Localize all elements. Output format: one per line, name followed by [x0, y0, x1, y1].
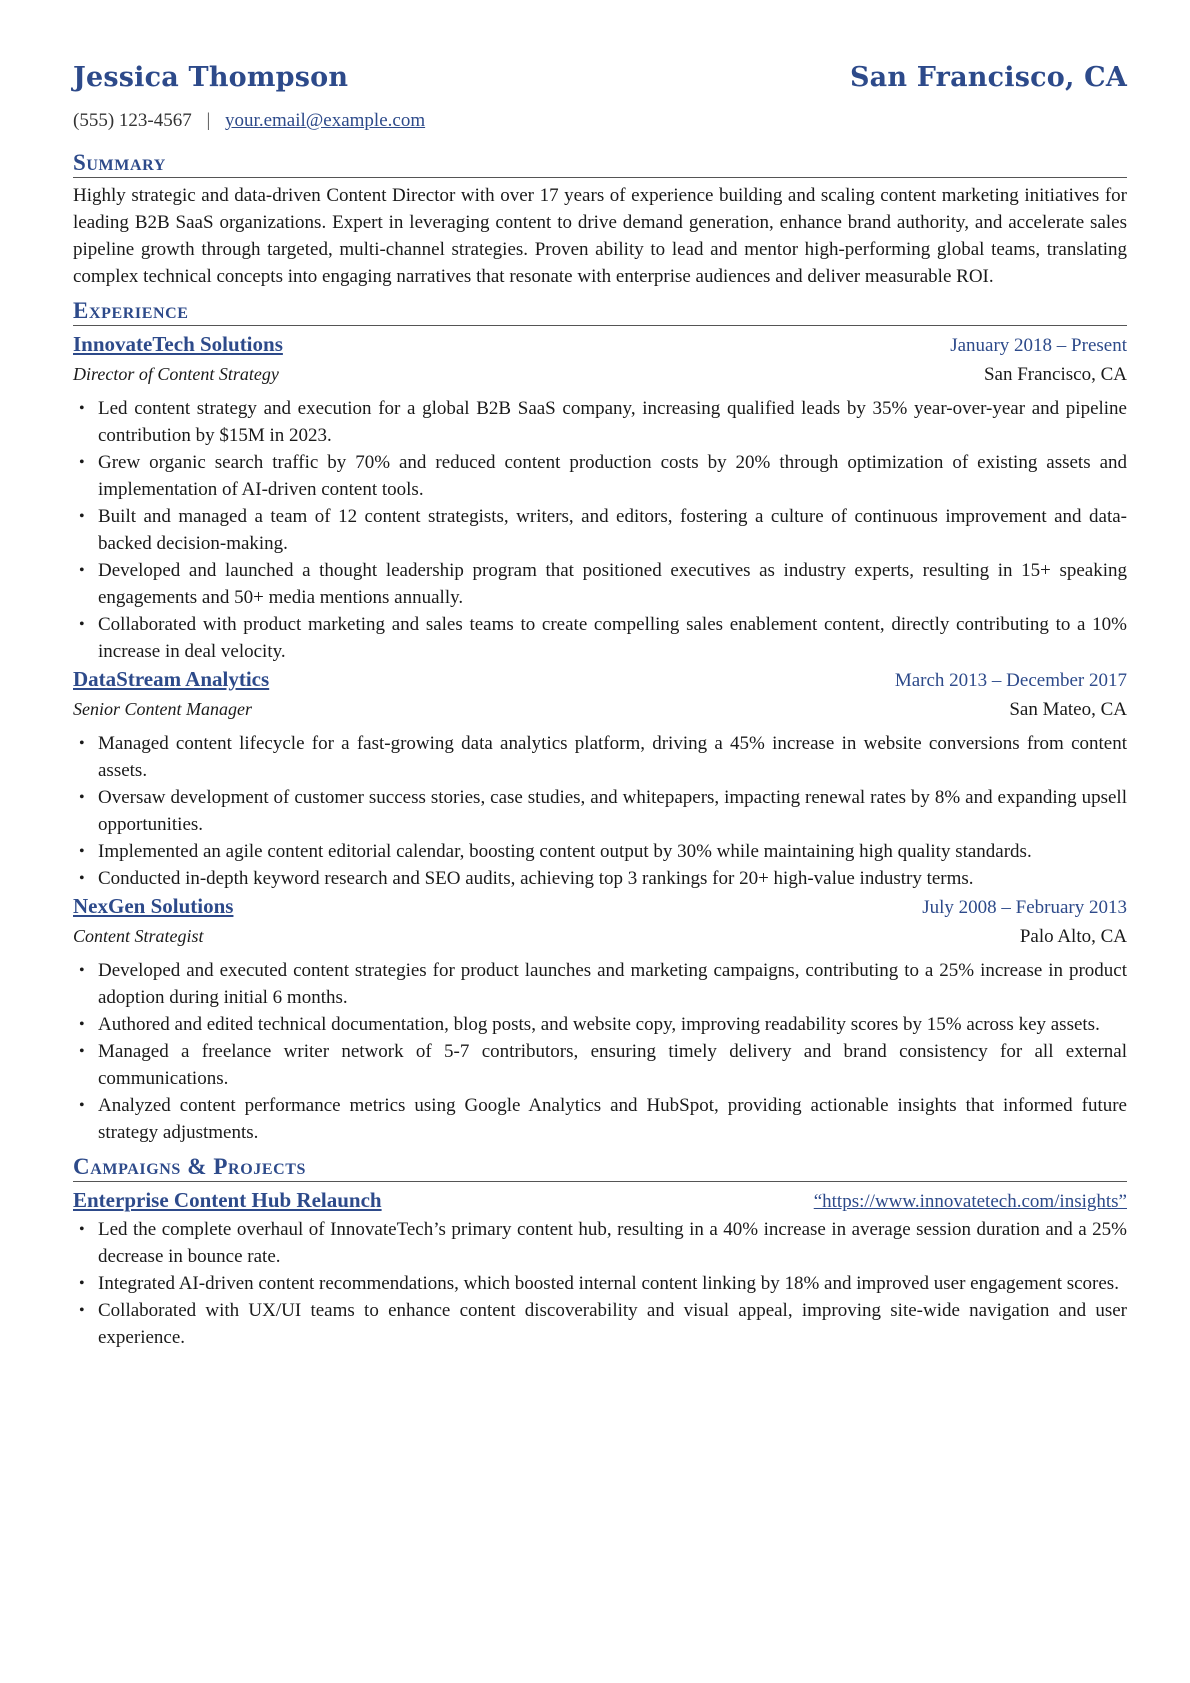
- job-location: Palo Alto, CA: [1019, 926, 1127, 947]
- summary-heading: Summary: [73, 150, 1127, 178]
- bullet-item: • Grew organic search traffic by 70% and reduced content production costs by 20% through optimization of existing assets and implementation of AI-driven content tools.: [73, 449, 1127, 503]
- job-location: San Francisco, CA: [983, 364, 1127, 385]
- bullet-item: • Managed a freelance writer network of 5-7 contributors, ensuring timely delivery and brand consistency for all external communications.: [73, 1038, 1127, 1092]
- contact-line: [73, 110, 1127, 136]
- contact-separator: |: [206, 110, 211, 131]
- job-title: Senior Content Manager: [73, 699, 252, 719]
- job-subheader-row: [73, 922, 1127, 951]
- job-dates: July 2008 – February 2013: [922, 897, 1127, 918]
- candidate-name: Jessica Thompson: [73, 62, 349, 93]
- job-entry: [73, 330, 1127, 665]
- job-bullet-list: [73, 730, 1127, 892]
- bullet-item: • Led the complete overhaul of InnovateTech’s primary content hub, resulting in a 40% increase in average session duration and a 25% decrease in bounce rate.: [73, 1216, 1127, 1270]
- job-entry: [73, 665, 1127, 892]
- job-bullet-list: [73, 957, 1127, 1146]
- job-header-row: [73, 892, 1127, 922]
- bullet-item: • Developed and launched a thought leadership program that positioned executives as industry experts, resulting in 15+ speaking engagements and 50+ media mentions annually.: [73, 557, 1127, 611]
- job-location: San Mateo, CA: [1009, 699, 1127, 720]
- bullet-item: • Oversaw development of customer success stories, case studies, and whitepapers, impacting renewal rates by 8% and expanding upsell opportunities.: [73, 784, 1127, 838]
- project-bullet-list: [73, 1216, 1127, 1351]
- job-bullet-list: [73, 395, 1127, 665]
- summary-text: Highly strategic and data-driven Content Director with over 17 years of experience building and scaling content marketing initiatives for leading B2B SaaS organizations. Expert in leveraging content to drive demand generation, enhance brand authority, and accelerate sales pipeline growth through targeted, multi-channel strategies. Proven ability to lead and mentor high-performing global teams, translating complex technical concepts into engaging narratives that resonate with enterprise audiences and deliver measurable ROI.: [73, 185, 1127, 287]
- header-location: San Francisco, CA: [849, 62, 1127, 93]
- bullet-item: • Implemented an agile content editorial calendar, boosting content output by 30% while maintaining high quality standards.: [73, 838, 1127, 865]
- job-dates: March 2013 – December 2017: [894, 670, 1127, 691]
- project-url-link[interactable]: “https://www.innovatetech.com/insights”: [813, 1191, 1127, 1212]
- job-title: Content Strategist: [73, 926, 204, 946]
- company-name-link[interactable]: DataStream Analytics: [73, 667, 270, 691]
- bullet-item: • Managed content lifecycle for a fast-growing data analytics platform, driving a 45% increase in website conversions from content assets.: [73, 730, 1127, 784]
- job-dates: January 2018 – Present: [950, 335, 1127, 356]
- bullet-item: • Analyzed content performance metrics using Google Analytics and HubSpot, providing actionable insights that informed future strategy adjustments.: [73, 1092, 1127, 1146]
- bullet-item: • Collaborated with product marketing and sales teams to create compelling sales enablement content, directly contributing to a 10% increase in deal velocity.: [73, 611, 1127, 665]
- job-subheader-row: [73, 360, 1127, 389]
- company-name-link[interactable]: NexGen Solutions: [73, 894, 234, 918]
- bullet-item: • Led content strategy and execution for a global B2B SaaS company, increasing qualified leads by 35% year-over-year and pipeline contribution by $15M in 2023.: [73, 395, 1127, 449]
- experience-heading: Experience: [73, 298, 1127, 326]
- project-name-link[interactable]: Enterprise Content Hub Relaunch: [73, 1188, 382, 1212]
- job-entry: [73, 892, 1127, 1146]
- email-link[interactable]: your.email@example.com: [225, 110, 426, 131]
- resume-header: [73, 62, 1127, 102]
- company-name-link[interactable]: InnovateTech Solutions: [73, 332, 283, 356]
- bullet-item: • Integrated AI-driven content recommendations, which boosted internal content linking by 18% and improved user engagement scores.: [73, 1270, 1127, 1297]
- job-header-row: [73, 665, 1127, 695]
- bullet-item: • Authored and edited technical documentation, blog posts, and website copy, improving readability scores by 15% across key assets.: [73, 1011, 1127, 1038]
- bullet-item: • Conducted in-depth keyword research and SEO audits, achieving top 3 rankings for 20+ high-value industry terms.: [73, 865, 1127, 892]
- job-title: Director of Content Strategy: [73, 364, 279, 384]
- project-header-row: [73, 1186, 1127, 1216]
- bullet-item: • Built and managed a team of 12 content strategists, writers, and editors, fostering a culture of continuous improvement and data-backed decision-making.: [73, 503, 1127, 557]
- phone-number: (555) 123-4567: [73, 110, 192, 131]
- job-header-row: [73, 330, 1127, 360]
- project-entry: [73, 1186, 1127, 1351]
- bullet-item: • Collaborated with UX/UI teams to enhance content discoverability and visual appeal, improving site-wide navigation and user experience.: [73, 1297, 1127, 1351]
- bullet-item: • Developed and executed content strategies for product launches and marketing campaigns, contributing to a 25% increase in product adoption during initial 6 months.: [73, 957, 1127, 1011]
- projects-heading: Campaigns & Projects: [73, 1154, 1127, 1182]
- job-subheader-row: [73, 695, 1127, 724]
